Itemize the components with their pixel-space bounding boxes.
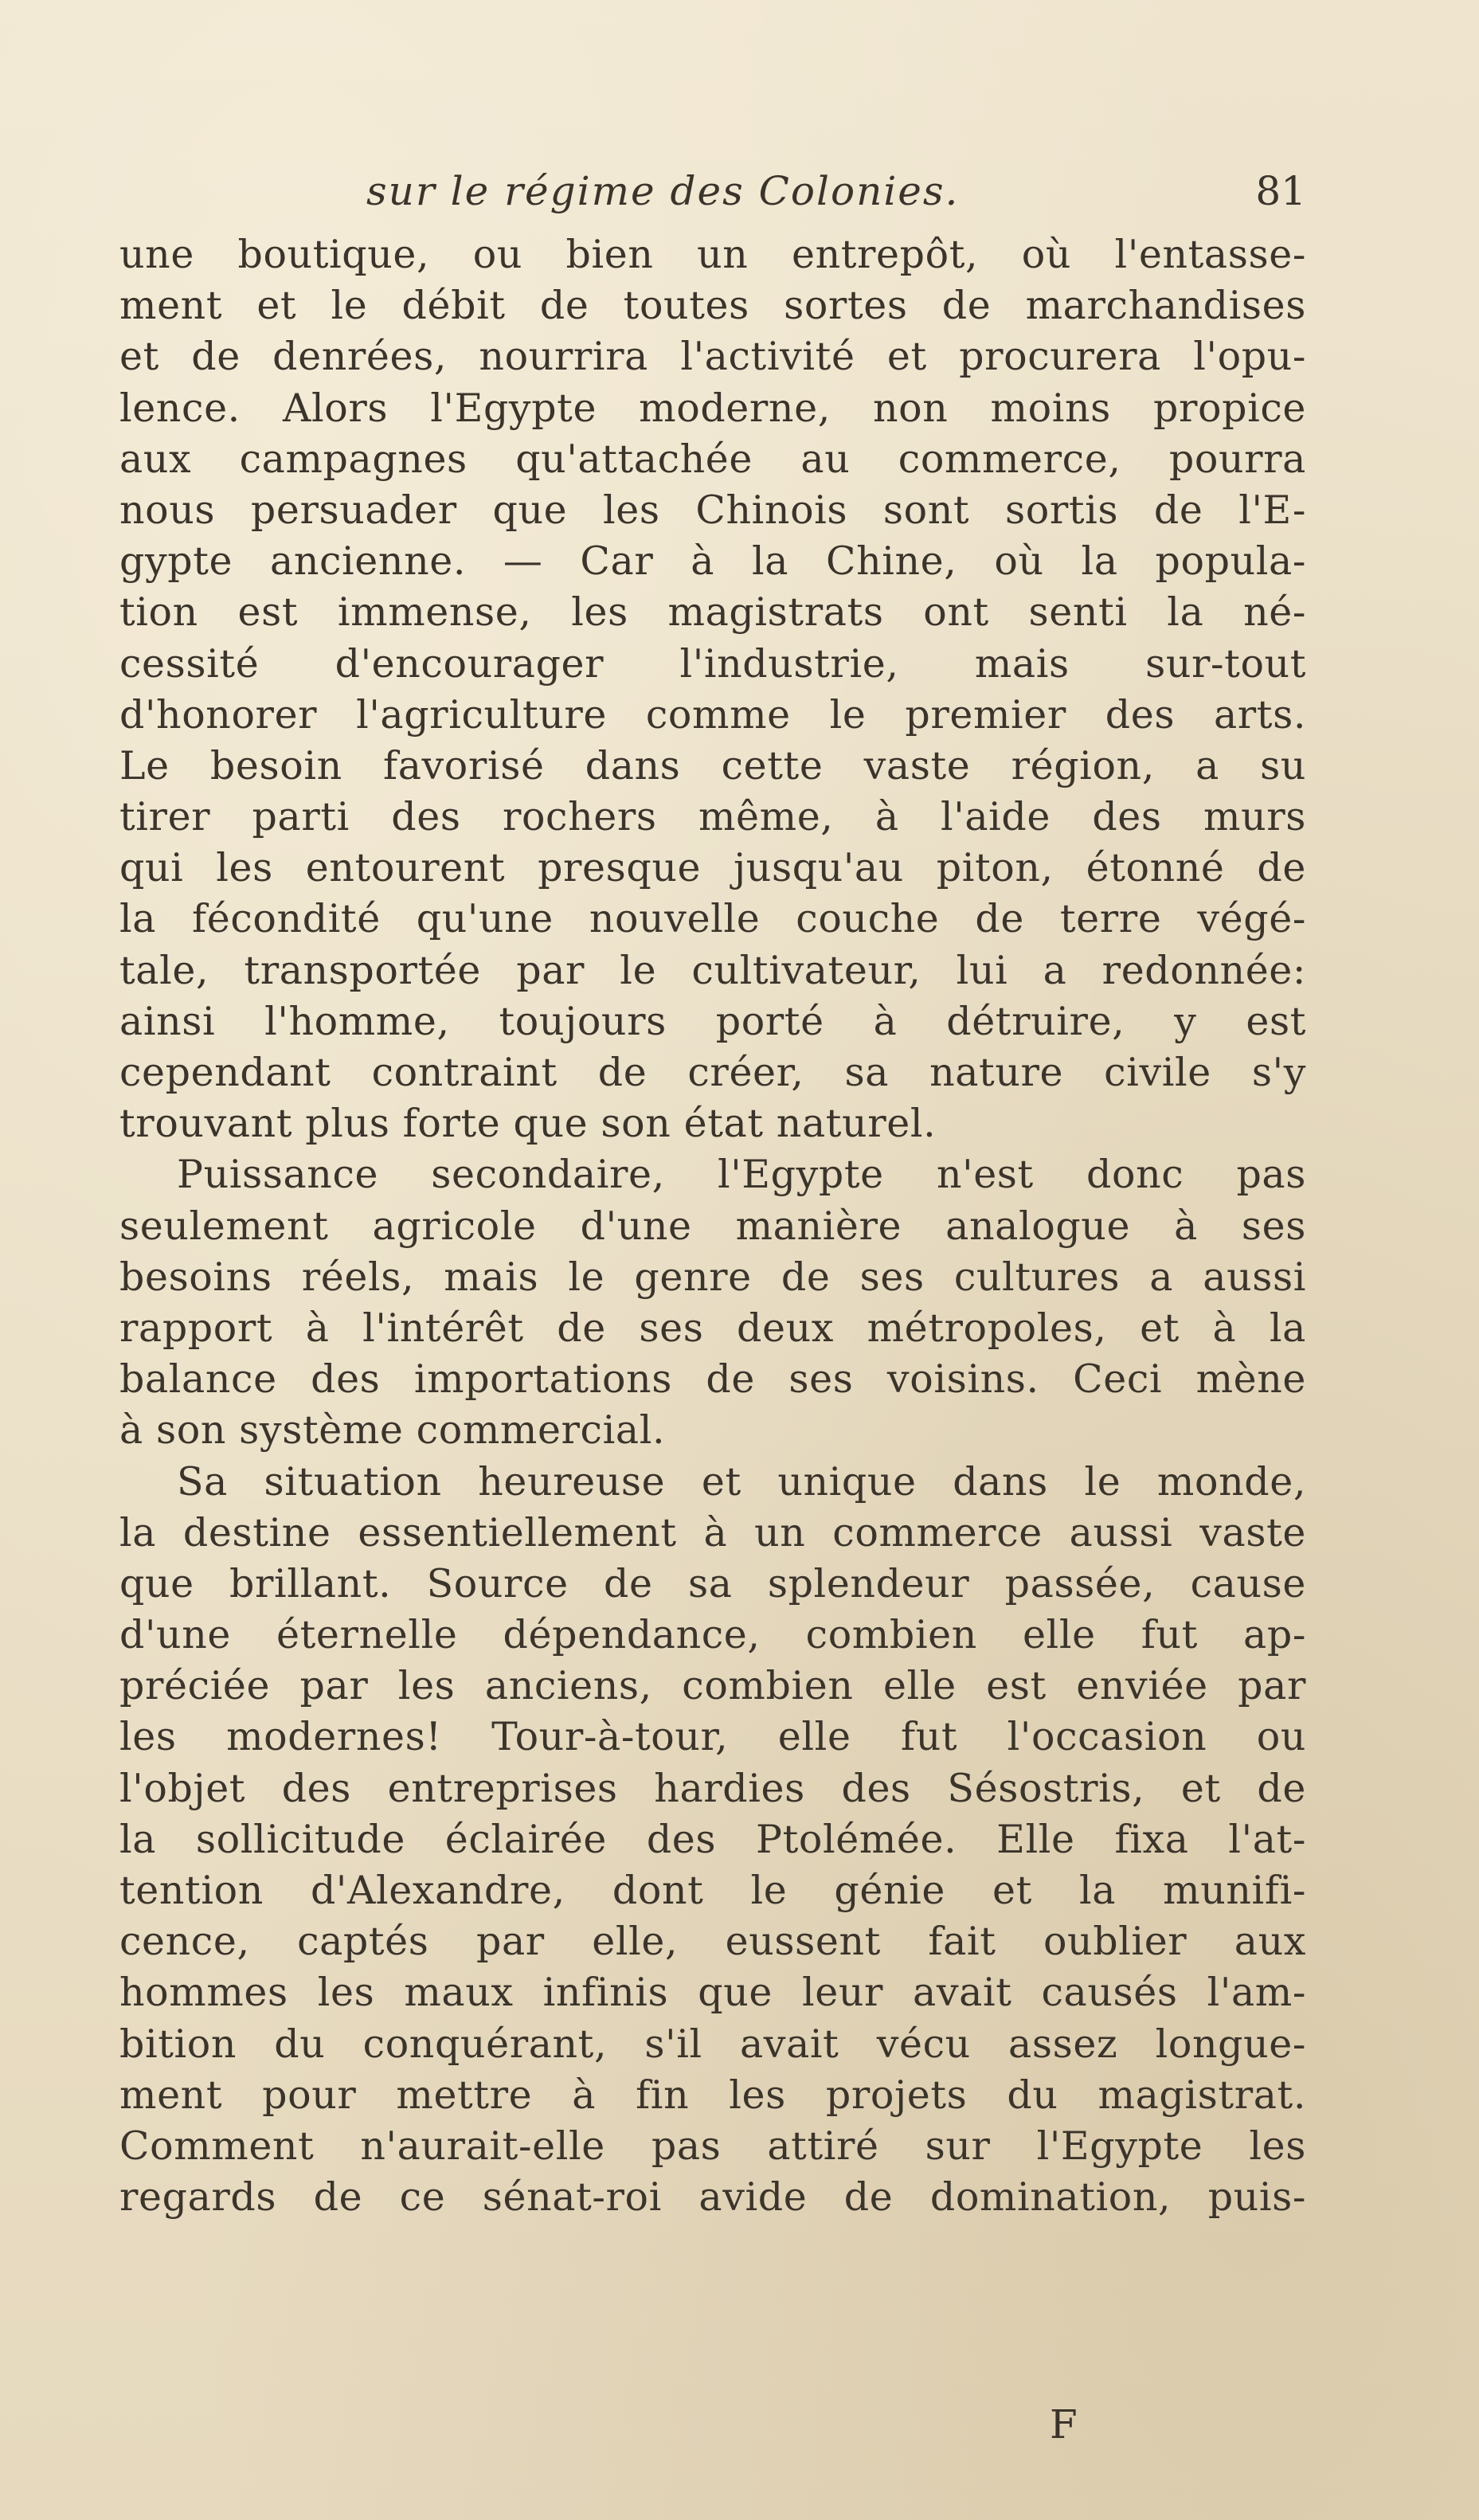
text-line: une boutique, ou bien un entrepôt, où l'entasse- [119, 232, 1306, 277]
text-line: cependant contraint de créer, sa nature civile s'y [119, 1050, 1306, 1095]
text-line: ment pour mettre à fin les projets du magistrat. [119, 2072, 1306, 2118]
text-line: et de denrées, nourrira l'activité et procurera l'opu- [119, 334, 1306, 380]
text-line: seulement agricole d'une manière analogue à ses [119, 1203, 1306, 1249]
text-line: la fécondité qu'une nouvelle couche de terre végé- [119, 896, 1306, 942]
paragraph-start-line: Sa situation heureuse et unique dans le monde, [177, 1458, 1306, 1505]
text-line: balance des importations de ses voisins. Ceci mène [119, 1356, 1306, 1403]
paragraph-end-line: trouvant plus forte que son état naturel. [119, 1101, 937, 1147]
text-line: qui les entourent presque jusqu'au piton, étonné de [119, 845, 1306, 891]
page-text-block [119, 159, 1306, 2223]
text-line: d'honorer l'agriculture comme le premier des arts. [119, 691, 1306, 738]
text-line: les modernes! Tour-à-tour, elle fut l'occasion ou [119, 1714, 1306, 1760]
text-line: ainsi l'homme, toujours porté à détruire, y est [119, 998, 1306, 1044]
running-head-title: sur le régime des Colonies. [366, 168, 960, 214]
text-line: regards de ce sénat-roi avide de domination, puis- [119, 2174, 1306, 2221]
text-line: tirer parti des rochers même, à l'aide des murs [119, 794, 1306, 840]
running-head [119, 159, 1306, 223]
text-line: rapport à l'intérêt de ses deux métropoles, et à la [119, 1305, 1306, 1351]
text-line: bition du conquérant, s'il avait vécu assez longue- [119, 2021, 1306, 2067]
paragraph-end-line: à son système commercial. [119, 1407, 666, 1454]
text-line: la sollicitude éclairée des Ptolémée. Elle fixa l'at- [119, 1816, 1306, 1862]
text-line: nous persuader que les Chinois sont sortis de l'E- [119, 487, 1306, 533]
text-line: Le besoin favorisé dans cette vaste région, a su [119, 742, 1306, 788]
paragraph-start-line: Puissance secondaire, l'Egypte n'est donc pas [177, 1152, 1306, 1198]
page-number: 81 [1255, 168, 1306, 214]
text-line: besoins réels, mais le genre de ses cultures a aussi [119, 1254, 1306, 1300]
text-line: d'une éternelle dépendance, combien elle fut ap- [119, 1612, 1306, 1658]
text-line: cence, captés par elle, eussent fait oublier aux [119, 1919, 1306, 1965]
text-line: l'objet des entreprises hardies des Sésostris, et de [119, 1765, 1306, 1811]
signature-mark: F [1050, 2401, 1078, 2448]
text-line: tention d'Alexandre, dont le génie et la munifi- [119, 1868, 1306, 1913]
text-line: préciée par les anciens, combien elle est enviée par [119, 1663, 1306, 1709]
text-line: hommes les maux infinis que leur avait causés l'am- [119, 1970, 1306, 2016]
text-line: Comment n'aurait-elle pas attiré sur l'Egypte les [119, 2123, 1306, 2169]
text-line: aux campagnes qu'attachée au commerce, pourra [119, 436, 1306, 482]
text-line: lence. Alors l'Egypte moderne, non moins propice [119, 385, 1306, 431]
text-line: cessité d'encourager l'industrie, mais sur-tout [119, 640, 1306, 687]
text-line: tion est immense, les magistrats ont senti la né- [119, 589, 1306, 636]
text-line: que brillant. Source de sa splendeur passée, cause [119, 1560, 1306, 1606]
text-line: tale, transportée par le cultivateur, lui a redonnée: [119, 947, 1306, 993]
text-line: ment et le débit de toutes sortes de marchandises [119, 283, 1306, 329]
text-line: la destine essentiellement à un commerce aussi vaste [119, 1509, 1306, 1555]
text-line: gypte ancienne. — Car à la Chine, où la popula- [119, 538, 1306, 585]
